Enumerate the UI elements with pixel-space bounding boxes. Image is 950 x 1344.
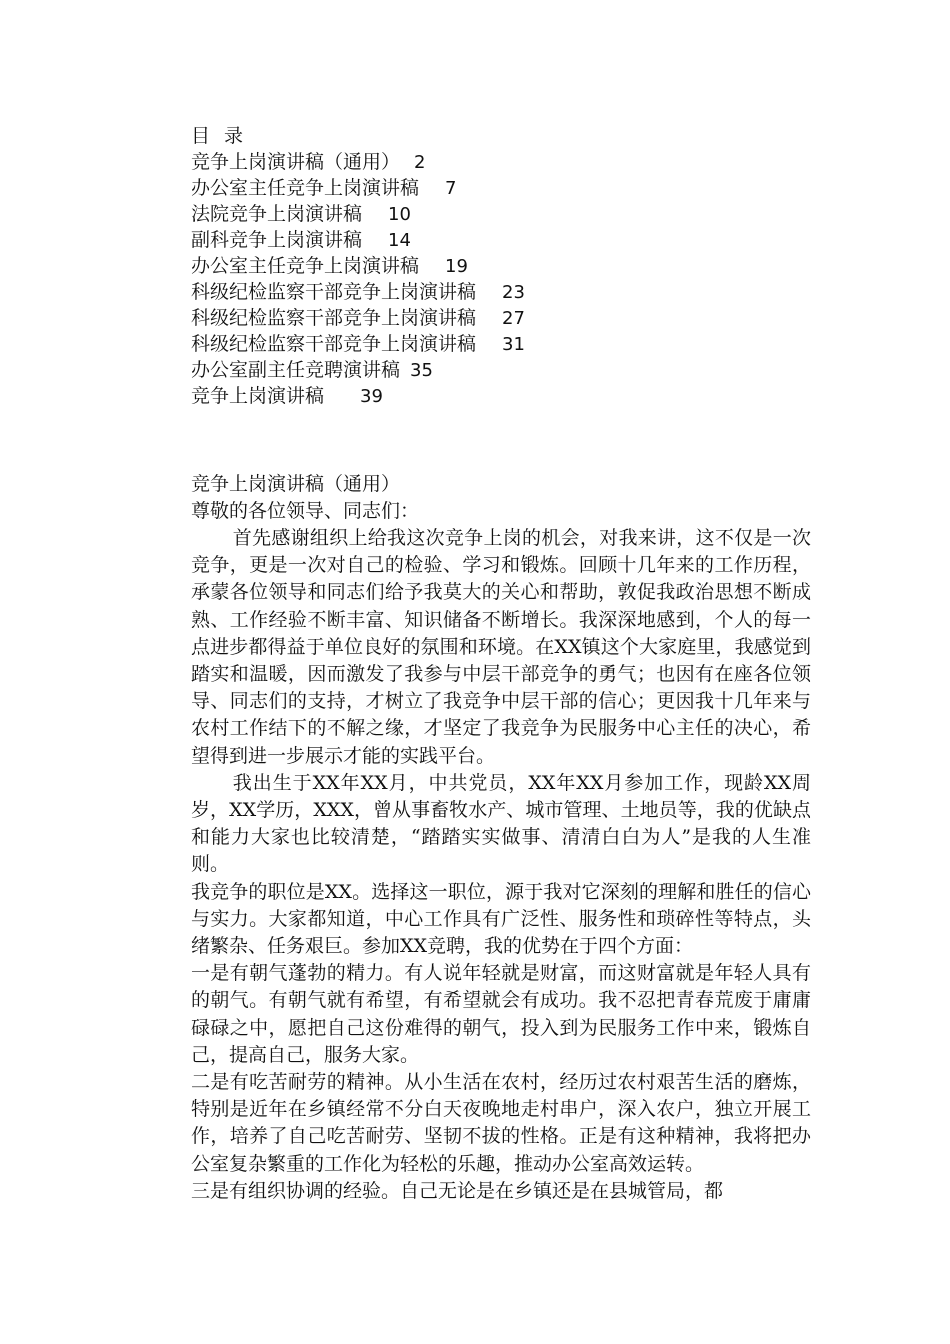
toc-entry-label: 竞争上岗演讲稿	[191, 385, 325, 407]
toc-title: 目 录	[191, 125, 248, 147]
toc-entry[interactable]	[191, 279, 811, 305]
paragraph: 一是有朝气蓬勃的精力。有人说年轻就是财富，而这财富就是年轻人具有的朝气。有朝气就有希望，有希望就会有成功。我不忍把青春荒废于庸庸碌碌之中，愿把自己这份难得的朝气，投入到为民服务工作中来，锻炼自己，提高自己，服务大家。	[191, 962, 811, 1066]
toc-entry-label: 办公室副主任竞聘演讲稿	[191, 359, 401, 381]
paragraph: 首先感谢组织上给我这次竞争上岗的机会，对我来讲，这不仅是一次竞争，更是一次对自己的检验、学习和锻炼。回顾十几年来的工作历程，承蒙各位领导和同志们给予我莫大的关心和帮助，敦促我政治思想不断成熟、工作经验不断丰富、知识储备不断增长。我深深地感到，个人的每一点进步都得益于单位良好的氛围和环境。在XX镇这个大家庭里，我感觉到踏实和温暖，因而激发了我参与中层干部竞争的勇气；也因有在座各位领导、同志们的支持，才树立了我竞争中层干部的信心；更因我十几年来与农村工作结下的不解之缘，才坚定了我竞争为民服务中心主任的决心，希望得到进一步展示才能的实践平台。	[191, 527, 811, 767]
toc-entry[interactable]	[191, 201, 811, 227]
paragraph: 三是有组织协调的经验。自己无论是在乡镇还是在县城管局，都	[191, 1179, 724, 1202]
toc-entry[interactable]	[191, 175, 811, 201]
toc-entry[interactable]	[191, 383, 811, 409]
paragraph: 我竞争的职位是XX。选择这一职位，源于我对它深刻的理解和胜任的信心与实力。大家都知道，中心工作具有广泛性、服务性和琐碎性等特点，头绪繁杂、任务艰巨。参加XX竞聘，我的优势在于四个方面：	[191, 880, 811, 958]
toc-entry-page: 7	[445, 178, 457, 199]
toc-entry[interactable]	[191, 305, 811, 331]
toc-entry[interactable]	[191, 331, 811, 357]
toc-entry[interactable]	[191, 253, 811, 279]
toc-entry-page: 10	[388, 204, 411, 225]
toc-entry-page: 14	[388, 230, 411, 251]
toc-entry-label: 办公室主任竞争上岗演讲稿	[191, 177, 420, 199]
toc-entry[interactable]	[191, 357, 811, 383]
toc-entry-label: 科级纪检监察干部竞争上岗演讲稿	[191, 307, 477, 329]
toc-entry-label: 办公室主任竞争上岗演讲稿	[191, 255, 420, 277]
toc-entry-label: 法院竞争上岗演讲稿	[191, 203, 363, 225]
toc-entry-page: 23	[502, 282, 525, 303]
toc-entry-page: 19	[445, 256, 468, 277]
toc-entry-label: 科级纪检监察干部竞争上岗演讲稿	[191, 333, 477, 355]
paragraph: 二是有吃苦耐劳的精神。从小生活在农村，经历过农村艰苦生活的磨炼，特别是近年在乡镇经常不分白天夜晚地走村串户，深入农户，独立开展工作，培养了自己吃苦耐劳、坚韧不拔的性格。正是有这种精神，我将把办公室复杂繁重的工作化为轻松的乐趣，推动办公室高效运转。	[191, 1071, 811, 1175]
toc-entry[interactable]	[191, 227, 811, 253]
toc-entry[interactable]	[191, 149, 811, 175]
salutation: 尊敬的各位领导、同志们：	[191, 500, 420, 522]
toc-entry-page: 31	[502, 334, 525, 355]
paragraph: 我出生于XX年XX月，中共党员，XX年XX月参加工作，现龄XX周岁，XX学历，XXX，曾从事畜牧水产、城市管理、土地员等，我的优缺点和能力大家也比较清楚，“踏踏实实做事、清清白白为人”是我的人生准则。	[191, 771, 811, 876]
toc-entry-page: 35	[410, 360, 433, 381]
table-of-contents	[191, 123, 811, 409]
toc-entry-page: 2	[414, 152, 426, 173]
document-title: 竞争上岗演讲稿（通用）	[191, 473, 401, 495]
toc-entry-label: 副科竞争上岗演讲稿	[191, 229, 363, 251]
toc-entry-page: 27	[502, 308, 525, 329]
speech-body	[191, 471, 811, 1205]
toc-entry-label: 竞争上岗演讲稿（通用）	[191, 151, 401, 173]
toc-entry-page: 39	[360, 386, 383, 407]
toc-entry-label: 科级纪检监察干部竞争上岗演讲稿	[191, 281, 477, 303]
